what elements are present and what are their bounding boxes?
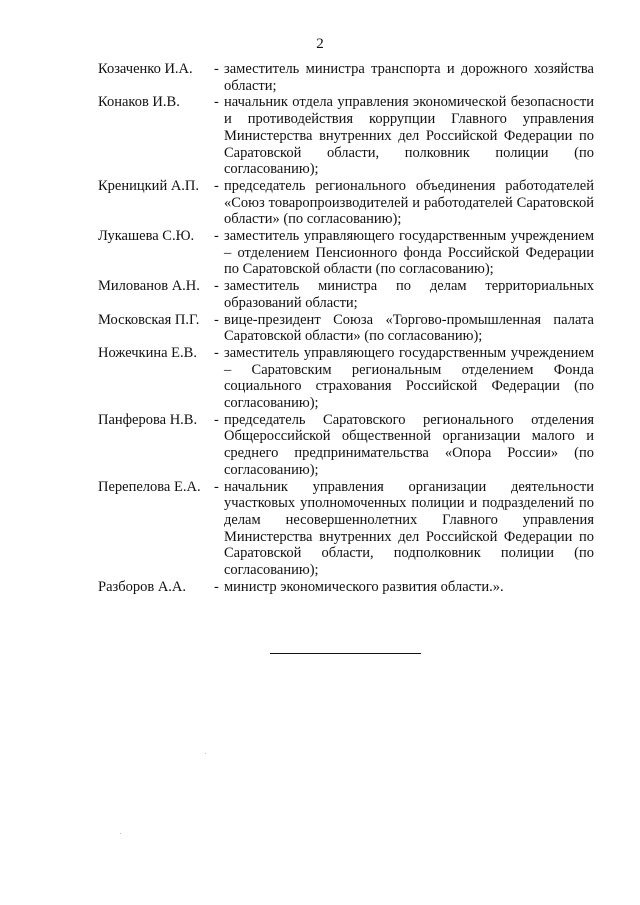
member-name: Козаченко И.А. (98, 61, 193, 77)
member-name: Московская П.Г. (98, 311, 200, 328)
member-role: министр экономического развития области.». (224, 578, 504, 595)
member-dash: - (214, 478, 219, 495)
list-item (98, 345, 594, 412)
member-name: Перепелова Е.А. (98, 478, 201, 495)
member-dash: - (214, 177, 219, 194)
member-role: председатель Саратовского регионального отделения Общероссийской общественной организации малого и среднего предпринимательства «Опора России» (по согласованию); (224, 411, 594, 478)
member-role: начальник управления организации деятельности участковых уполномоченных полиции и подразделений по делам несовершеннолетних Главного управления Министерства внутренних дел Российской Федерации по Саратовской области, подполковник полиции (по согласованию); (224, 478, 594, 579)
member-dash: - (214, 61, 219, 77)
member-dash: - (214, 228, 219, 245)
list-item (98, 178, 594, 228)
list-item (98, 479, 594, 579)
list-item (98, 94, 594, 178)
member-role: заместитель управляющего государственным учреждением – отделением Пенсионного фонда Российской Федерации по Саратовской области (по согласованию); (224, 228, 594, 278)
member-name: Разборов А.А. (98, 578, 187, 595)
list-item (98, 61, 594, 94)
list-item (98, 579, 594, 596)
list-item (98, 312, 594, 345)
list-item (98, 412, 594, 479)
member-dash: - (214, 311, 219, 328)
member-role: заместитель управляющего государственным учреждением – Саратовским региональным отделением Фонда социального страхования Российской Федерации (по согласованию); (224, 344, 594, 412)
member-dash: - (214, 578, 219, 595)
member-dash: - (214, 278, 219, 295)
member-dash: - (214, 344, 219, 361)
closing-rule (270, 653, 421, 654)
member-role: заместитель министра транспорта и дорожного хозяйства области; (224, 61, 594, 94)
member-role: председатель регионального объединения работодателей «Союз товаропроизводителей и работодателей Саратовской области» (по согласованию); (224, 177, 594, 228)
member-dash: - (214, 94, 219, 111)
member-role: вице-президент Союза «Торгово-промышленная палата Саратовской области» (по согласованию); (224, 311, 594, 345)
member-role: начальник отдела управления экономической безопасности и противодействия коррупции Главного управления Министерства внутренних дел Российской Федерации по Саратовской области, полковник полиции (по согласованию); (224, 94, 594, 178)
member-name: Ножечкина Е.В. (98, 344, 197, 361)
member-list (98, 61, 594, 596)
member-role: заместитель министра по делам территориальных образований области; (224, 278, 594, 311)
scan-speck (205, 753, 206, 754)
member-name: Креницкий А.П. (98, 177, 200, 194)
member-dash: - (214, 411, 219, 428)
member-name: Лукашева С.Ю. (98, 228, 195, 245)
page-number: 2 (316, 36, 324, 52)
list-item (98, 228, 594, 278)
member-name: Панферова Н.В. (98, 411, 198, 428)
member-name: Конаков И.В. (98, 94, 180, 111)
member-name: Милованов А.Н. (98, 278, 200, 295)
list-item (98, 278, 594, 311)
scan-speck (120, 833, 121, 834)
